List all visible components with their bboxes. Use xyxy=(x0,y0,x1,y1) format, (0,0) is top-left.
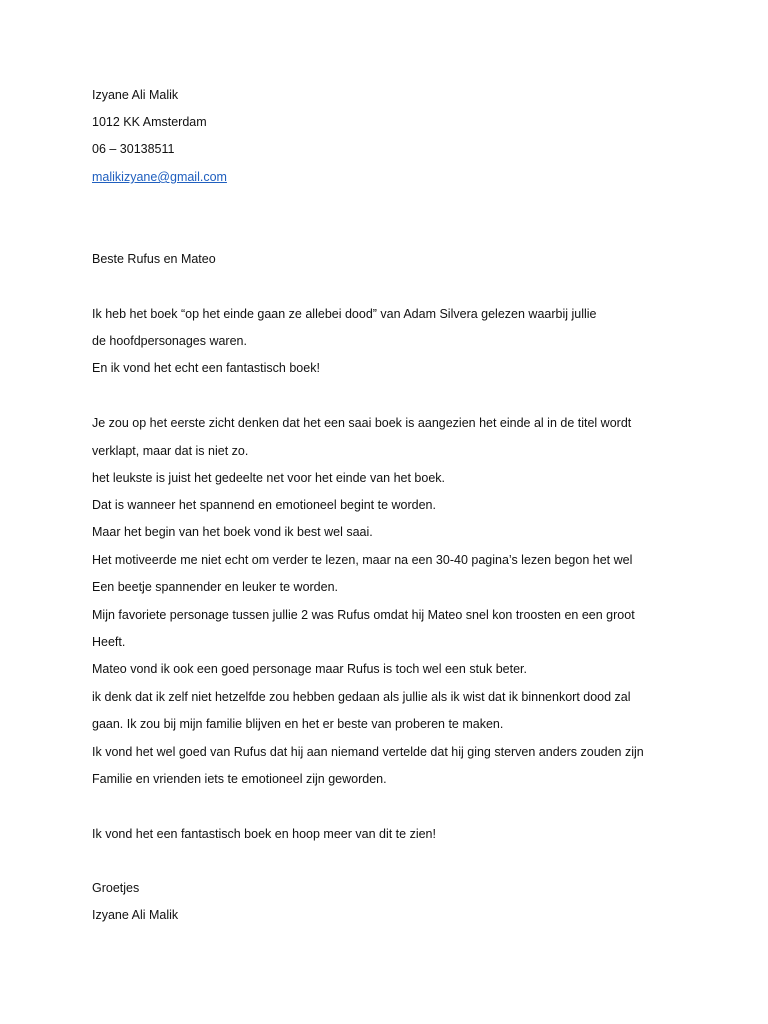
signature-name: Izyane Ali Malik xyxy=(92,908,179,922)
body-line: Het motiveerde me niet echt om verder te lezen, maar na een 30-40 pagina’s lezen begon het wel xyxy=(92,553,633,567)
body-line: Ik heb het boek “op het einde gaan ze allebei dood” van Adam Silvera gelezen waarbij jullie xyxy=(92,307,597,321)
body-line: Mijn favoriete personage tussen jullie 2 was Rufus omdat hij Mateo snel kon troosten en een groot xyxy=(92,608,635,622)
body-line: gaan. Ik zou bij mijn familie blijven en het er beste van proberen te maken. xyxy=(92,717,504,731)
sender-phone: 06 – 30138511 xyxy=(92,142,175,156)
body-line: Heeft. xyxy=(92,635,126,649)
body-line: ik denk dat ik zelf niet hetzelfde zou hebben gedaan als jullie als ik wist dat ik binnenkort dood zal xyxy=(92,690,631,704)
body-line: het leukste is juist het gedeelte net voor het einde van het boek. xyxy=(92,471,446,485)
sender-name: Izyane Ali Malik xyxy=(92,88,179,102)
body-line: Ik vond het wel goed van Rufus dat hij aan niemand vertelde dat hij ging sterven anders zouden zijn xyxy=(92,745,644,759)
body-line: verklapt, maar dat is niet zo. xyxy=(92,444,249,458)
body-line: Ik vond het een fantastisch boek en hoop meer van dit te zien! xyxy=(92,827,436,841)
body-line: Maar het begin van het boek vond ik best wel saai. xyxy=(92,525,373,539)
sender-email-link[interactable]: malikizyane@gmail.com xyxy=(92,170,227,184)
body-line: de hoofdpersonages waren. xyxy=(92,334,247,348)
body-line: Dat is wanneer het spannend en emotioneel begint te worden. xyxy=(92,498,436,512)
closing: Groetjes xyxy=(92,881,140,895)
salutation: Beste Rufus en Mateo xyxy=(92,252,216,266)
body-line: Mateo vond ik ook een goed personage maar Rufus is toch wel een stuk beter. xyxy=(92,662,527,676)
body-line: Je zou op het eerste zicht denken dat het een saai boek is aangezien het einde al in de titel wordt xyxy=(92,416,632,430)
sender-address: 1012 KK Amsterdam xyxy=(92,115,207,129)
body-line: Een beetje spannender en leuker te worden. xyxy=(92,580,339,594)
body-line: En ik vond het echt een fantastisch boek! xyxy=(92,361,320,375)
body-line: Familie en vrienden iets te emotioneel zijn geworden. xyxy=(92,772,387,786)
